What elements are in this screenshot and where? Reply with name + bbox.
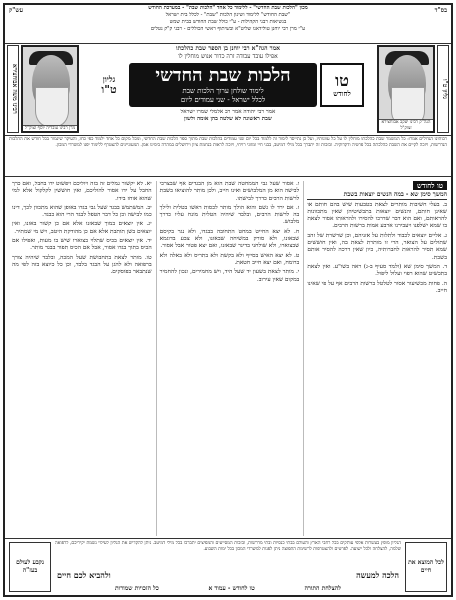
portrait-beard	[35, 87, 69, 127]
halacha-paragraph: יא. לא יקשור גמלים זה בזה ויוליכם ויפשוט ידו בחבל, ואם כרך החבל על ידו אסור להוליכם, ואין חוששין לקלקול אלא למי שהוא אוחז בידו.	[11, 181, 152, 202]
header-line-2: "שבת החודש" ללימוד ושינון הלכות "שבת" - לכלל בית ישראל	[165, 12, 291, 18]
left-vertical-strip: רבינו משה אבוחצירא	[7, 45, 19, 133]
siman-header: המשך סימן שא - במה הנשים יוצאות בשבת	[307, 191, 447, 199]
halacha-paragraph: י. מותר לצאת בשעון יד שעל היד, ויש מחמירים, ונכון להחמיר במקום שאין עירוב.	[159, 269, 300, 283]
day-number: טו	[335, 71, 349, 90]
halacha-paragraph: יב. המשתמש בבגד שעל גבי בגדו באופן שהוא מתכוון לכך, דינו כמו לבישה וכן כל דבר הטפל לבגד הרי הוא כבגד.	[11, 204, 152, 219]
slogan-right: הלכה למעשה	[356, 570, 399, 580]
portrait-right	[377, 45, 435, 133]
day-number-label: לחודש	[333, 89, 351, 98]
header-line-3: בנשיאות רבני הקהילות - ע"י כולל שבת החודש בבית שמש	[169, 19, 287, 25]
title-quote-1: אמר הגה"א רבי יוחנן בן הספר שבת כהלכתו	[175, 45, 280, 52]
title-block	[89, 45, 367, 133]
issue-label: גליון	[102, 74, 116, 84]
header-line-4: ע"י מרן רבי יוחנן טולידאנו שליט"א ובשיתוף ראשי הכוללים - רבני ק"ק נטלים	[150, 26, 306, 32]
day-header: טו לחודש	[413, 181, 447, 190]
title-tagline-2: שבת ראשונה לא שלטה בהן אומה ולשון	[184, 116, 272, 122]
header-side-right: בס"ד	[434, 7, 447, 14]
notice-paragraph: רבותינו הגדולים אמרו: כל המשמר שבת כהלכתו מוחלין לו על כל עוונותיו, ועל כן נתייסד לימוד זה ללמוד בכל יום שני עמודים בהלכות שבת מתוך ספר הלכות שבת החדשי, ומכל מקום כל אחד ילמוד כפי כחו, והעיקר שיגמור בכל חודש את ההלכות הנדרשות, ויזכה לקיים את השבת כהלכתה בכל פרטיה ודקדוקיה. ובזכות זה יתברך בכל מילי דמיטב, בבני חיי ומזוני רויחי, ויזכה לראות בנחמת ציון וירושלים במהרה בימינו אמן. המעוניינים להצטרף ללימוד יפנו למשרדי המכון.	[5, 135, 451, 177]
title-quote-2: אפילו עובד עבודה זרה כדור אנוש מוחלין לו	[178, 53, 278, 60]
bottom-band	[5, 538, 451, 596]
seal-right: לכל המוצא את חיים	[405, 542, 447, 592]
column-right	[303, 181, 447, 536]
portrait-left	[21, 45, 79, 133]
issue-number: ט"ו	[101, 83, 117, 96]
text-columns	[9, 181, 447, 536]
right-vertical-strip: גליון ט"ו	[437, 45, 449, 133]
header-line-1: מכון "הלכות שבת החדשי" - ללימוד כל אחד "הלכות שבת" - במערכת החודש	[148, 5, 308, 11]
header-side-left: עש"ק	[9, 7, 23, 14]
halacha-paragraph: ב. בעלי חשיבות מותרים לצאת בטבעות שיש בהם חותם או שאינן חותם, והנשים יוצאות בתכשיטיהן שאין מתכוונות להראותם, ואם הוא דבר שדרכו להסירו ולהראותו אסור לצאת בו שמא ישלפנו ויעבירנו ארבע אמות ברשות הרבים.	[307, 201, 447, 230]
header-band	[5, 5, 451, 44]
halacha-paragraph: יד. אין יוצאים בכיס שתלוי בצוארו שיש בו מעות, ואפילו אם הכיס בתוך בגדו אסור, אבל אם הכיס תפור בבגד מותר.	[11, 238, 152, 252]
page-frame	[3, 3, 453, 597]
halacha-paragraph: ה. פחות מכשיעור אסור לטלטל ברשות הרבים אף על פי שאינו חייב.	[307, 280, 447, 294]
footer-bar	[115, 583, 341, 593]
title-tagline-1: אמר רבי יהודה אמר רב אלמלי שמרו ישראל	[180, 109, 276, 115]
column-middle	[156, 181, 300, 536]
main-title-panel	[129, 63, 317, 107]
footer-center: טו לחודש - עמוד א	[208, 584, 255, 592]
issue-number-box	[92, 63, 126, 107]
day-number-box	[320, 63, 364, 107]
halacha-paragraph: טו. מותר לצאת בתחבושת שעל המכה, ובלבד שיהיה צורך ברפואה ולא להגן על הבגד בלבד, וכן כל כיוצא בזה לפי מה שנתבאר בפוסקים.	[11, 254, 152, 276]
column-left	[9, 181, 152, 536]
main-title: הלכות שבת החדשי	[155, 65, 291, 86]
portrait-right-caption: הגה"ק רבינו יעקב אבוחצירא זצוק"ל	[379, 119, 433, 131]
credits-text: הגליון מופץ בעשרות אלפי עותקים בכל רחבי הארץ והעולם בבתי כנסיות ובתי מדרשות, ובזכות המסייעים והמפיצים יתברכו בכל מילי דמיטב. ניתן להקדיש את הגליון לעילוי נשמת יקיריכם, לרפואה שלמה, להצלחה ולכל ישועה. לפרטים ולהצטרפות לרשימת התפוצה ניתן לפנות למשרדי המכון בכל ימות השבוע.	[55, 541, 401, 552]
footer-left: כל הזכויות שמורות	[115, 584, 159, 592]
main-subtitle-2: לכלל ישראל - שני עמודים ליום	[180, 96, 266, 104]
halacha-paragraph: ח. לא יצא החייט במחט התחובה בבגדו, ולא נגר בקיסם שבאזנו, ולא סורק במשיחה שבאזנו, ולא צבע בדוגמא שבצוארו, ולא שולחני בדינר שבאזנו, ואם יצא פטור אבל אסור.	[159, 228, 300, 250]
footer-right: להצלחת התורה	[304, 584, 341, 592]
halacha-paragraph: יג. אין יוצאים במוך שבאזנו אלא אם כן קשור באזנו, ואין יוצאים בשן תותבת אלא אם כן מהודקת היטב, ויש מי שמתיר.	[11, 221, 152, 235]
halacha-paragraph: ט. לא יצא האיש בסייף ולא בקשת ולא בתריס ולא באלה ולא ברומח, ואם יצא חייב חטאת.	[159, 252, 300, 266]
halacha-paragraph: ז. אם ירד לו גשם והוא הולך מותר לכסות ראשו בטלית ולילך בה לרשות הרבים, ובלבד שיהיה הטלית מונח עליו כדרך מלבוש.	[159, 204, 300, 226]
seal-left: נקבע לעולם בעז"ה	[9, 542, 51, 592]
portrait-left-caption: מרן רבינו עובדיה יוסף זצוק"ל	[24, 125, 76, 131]
title-box	[92, 63, 364, 107]
halacha-paragraph: ג. אליים יוצאים לכבוד ולתלות על אזניהם, וכן שרשרת של זהב שתולים על הצואר, הרי זו מותרת לצאת בה, ואין חוששים שמא תסיר להראות לחברותיה, כיון שאין דרכה להסיר אותם בשבת.	[307, 232, 447, 261]
main-subtitle-1: לימוד שולחן ערוך הלכות שבת	[182, 87, 264, 95]
halacha-paragraph: ד. המשך סימן שא (ולמד סעיף ב-ג) ראה בשו"ע. ואין לצאת בתכשיט שהוא רפוי ועלול ליפול.	[307, 263, 447, 278]
slogan-left: ולהביא לכם חיים	[57, 570, 111, 580]
halacha-paragraph: ו. אסור שעל גבי הממחטה שבת הוא מן הבגדים אף שבצרכי לבישה הוא מן המלבושים ואינו חייב, ולכן מותר להוציאו בשבת לרשות הרבים כדרך לבישתו.	[159, 181, 300, 202]
